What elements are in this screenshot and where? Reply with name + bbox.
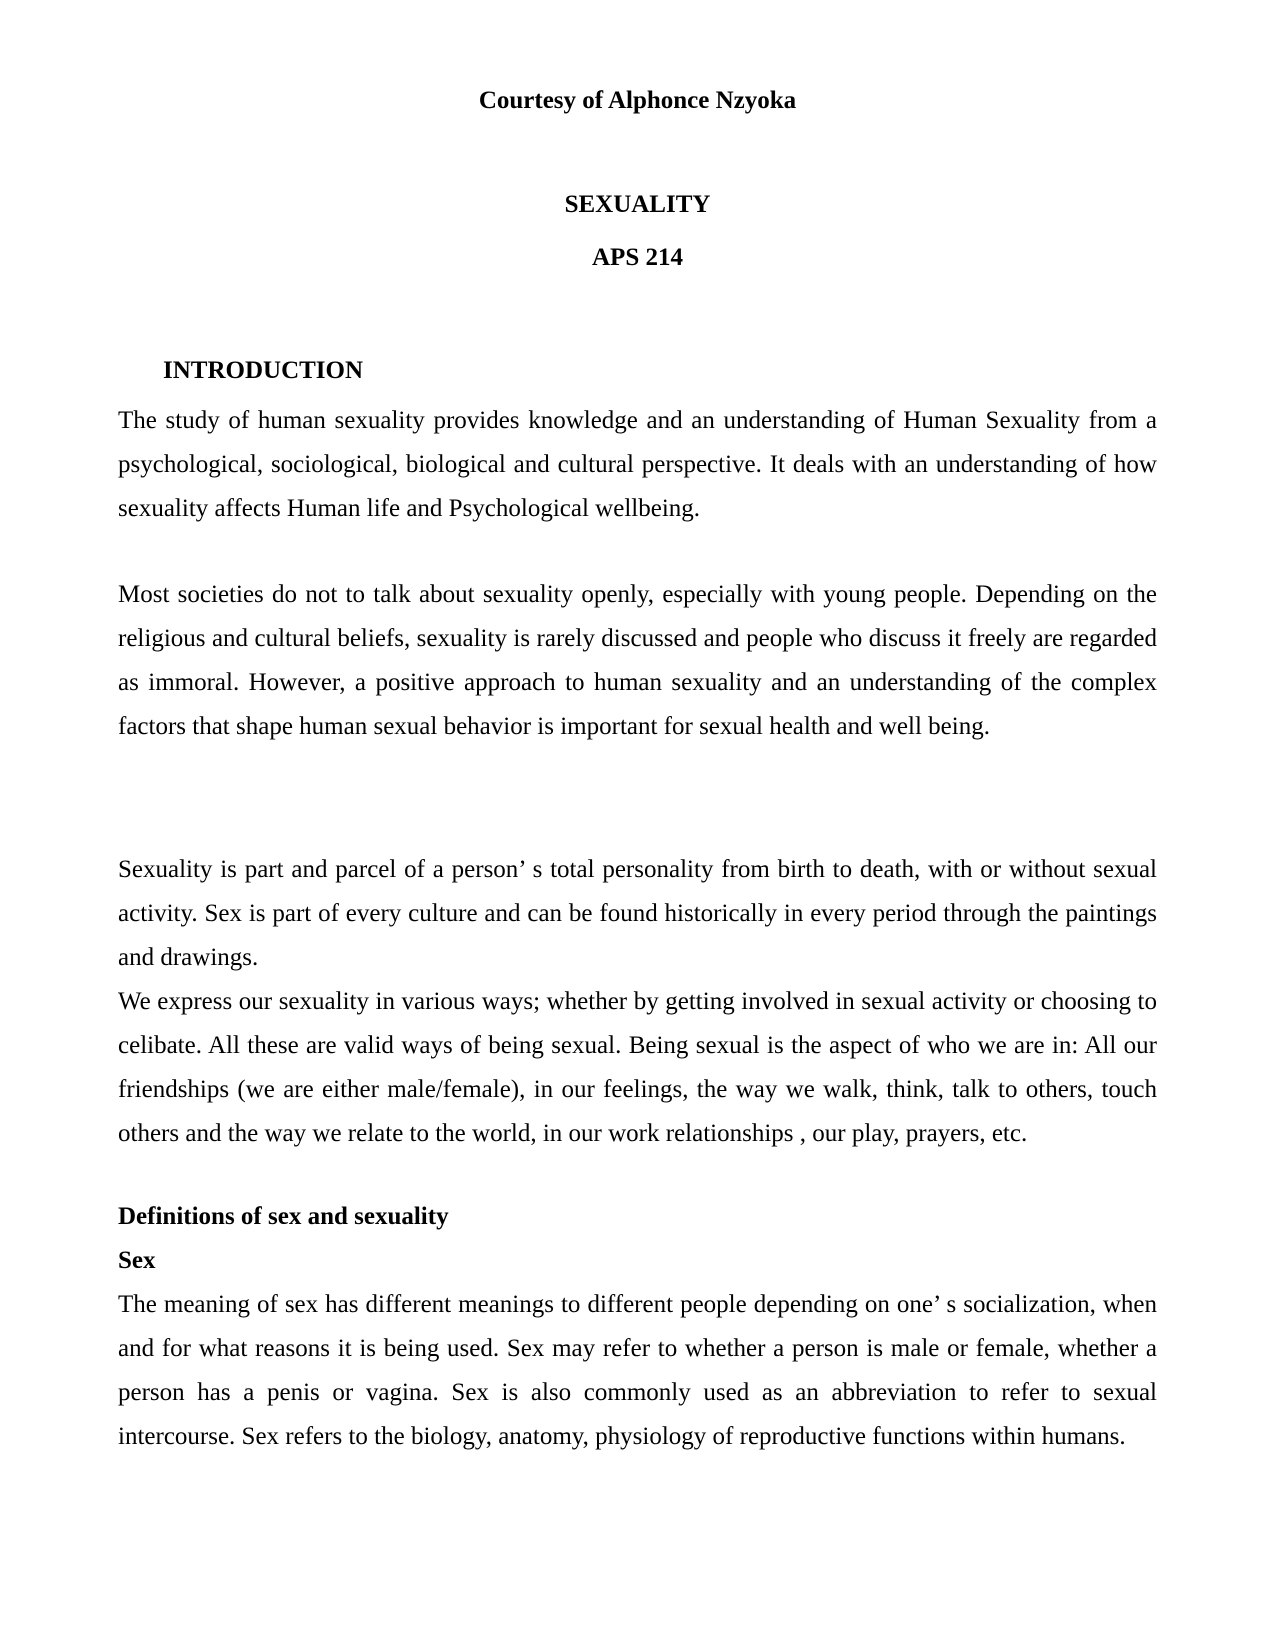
introduction-heading: INTRODUCTION bbox=[163, 357, 364, 384]
definitions-paragraph-1: The meaning of sex has different meanings to different people depending on one’ s socialization, when and for what reasons it is being used. Sex may refer to whether a person is male or female, whether a person has a penis or vagina. Sex is also commonly used as an abbreviation to refer to sexual intercourse. Sex refers to the biology, anatomy, physiology of reproductive functions within humans. bbox=[118, 1291, 1157, 1450]
introduction-paragraph-4: We express our sexuality in various ways; whether by getting involved in sexual activity or choosing to celibate. All these are valid ways of being sexual. Being sexual is the aspect of who we are in: All our friendships (we are either male/female), in our feelings, the way we walk, think, talk to others, touch others and the way we relate to the world, in our work relationships , our play, prayers, etc. bbox=[118, 988, 1157, 1147]
introduction-paragraph-3: Sexuality is part and parcel of a person’ s total personality from birth to death, with or without sexual activity. Sex is part of every culture and can be found historically in every period through the paintings and drawings. bbox=[118, 856, 1157, 971]
sex-subheading: Sex bbox=[118, 1247, 156, 1274]
introduction-paragraph-2: Most societies do not to talk about sexuality openly, especially with young people. Depending on the religious and cultural beliefs, sexuality is rarely discussed and people who discuss it freely are regarded as immoral. However, a positive approach to human sexuality and an understanding of the complex factors that shape human sexual behavior is important for sexual health and well being. bbox=[118, 581, 1157, 740]
definitions-heading: Definitions of sex and sexuality bbox=[118, 1203, 449, 1230]
introduction-paragraph-1: The study of human sexuality provides knowledge and an understanding of Human Sexuality from a psychological, sociological, biological and cultural perspective. It deals with an understanding of how sexuality affects Human life and Psychological wellbeing. bbox=[118, 407, 1157, 522]
courtesy-line: Courtesy of Alphonce Nzyoka bbox=[478, 87, 797, 114]
course-code: APS 214 bbox=[592, 244, 683, 271]
document-title: SEXUALITY bbox=[564, 191, 711, 218]
